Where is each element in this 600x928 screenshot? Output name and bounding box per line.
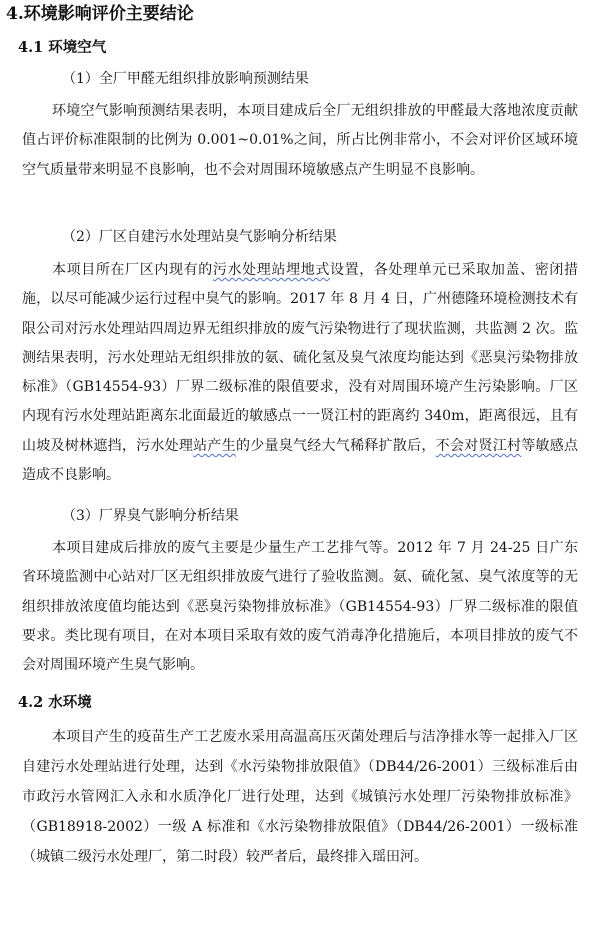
spellcheck-underline: 污水处理站埋地式 — [212, 262, 330, 278]
subheading-3: （3）厂界臭气影响分析结果 — [62, 508, 239, 524]
paragraph-wastewater-odor — [22, 256, 578, 490]
paragraph-air-prediction: 环境空气影响预测结果表明，本项目建成后全厂无组织排放的甲醛最大落地浓度贡献值占评价标准限制的比例为 0.001~0.01%之间，所占比例非常小，不会对评价区域环境空气质量带来明显不良影响，也不会对周围环境敏感点产生明显不良影响。 — [22, 103, 578, 178]
text-run: 等敏感点造成不良影响。 — [22, 437, 579, 484]
section-title: 4.环境影响评价主要结论 — [6, 4, 194, 24]
heading-4-2: 4.2 水环境 — [18, 694, 92, 711]
subheading-2: （2）厂区自建污水处理站臭气影响分析结果 — [62, 229, 337, 245]
paragraph-water-environment: 本项目产生的疫苗生产工艺废水采用高温高压灭菌处理后与洁净排水等一起排入厂区自建污水处理站进行处理，达到《水污染物排放限值》（DB44/26-2001）三级标准后由市政污水管网汇入永和水质净化厂进行处理，达到《城镇污水处理厂污染物排放标准》（GB18918-2002）一级 A 标准和《水污染物排放限值》（DB44/26-2001）一级标准（城镇二级污水处理厂，第二时段）较严者后，最终排入瑶田河。 — [22, 729, 578, 865]
text-run: 本项目所在厂区内现有的 — [52, 262, 213, 278]
text-run: 的少量臭气经大气稀释扩散后， — [235, 437, 436, 454]
spellcheck-underline: 站产生 — [193, 437, 236, 454]
paragraph-boundary-odor: 本项目建成后排放的废气主要是少量生产工艺排气等。2012 年 7 月 24-25 日广东省环境监测中心站对厂区无组织排放废气进行了验收监测。氨、硫化氢、臭气浓度等的无组织排放浓度值均能达到《恶臭污染物排放标准》（GB14554-93）厂界二级标准的限值要求。类比现有项目，在对本项目采取有效的废气消毒净化措施后，本项目排放的废气不会对周围环境产生臭气影响。 — [22, 540, 578, 674]
subheading-1: （1）全厂甲醛无组织排放影响预测结果 — [62, 71, 309, 87]
text-run: 设置，各处理单元已采取加盖、密闭措施，以尽可能减少运行过程中臭气的影响。2017 年 8 月 4 日，广州德隆环境检测技术有限公司对污水处理站四周边界无组织排放的废气污染物进行了现状监测，共监测 2 次。监测结果表明，污水处理站无组织排放的氨、硫化氢及臭气浓度均能达到《恶臭污染物排放标准》（GB14554-93）厂界二级标准的限值要求，没有对周围环境产生污染影响。厂区内现有污水处理站距离东北面最近的敏感点一一贤江村的距离约 340m，距离很远，且有山坡及树林遮挡，污水处理 — [22, 262, 579, 454]
heading-4-1: 4.1 环境空气 — [18, 39, 107, 56]
spellcheck-underline: 不会对贤江村 — [435, 437, 522, 454]
